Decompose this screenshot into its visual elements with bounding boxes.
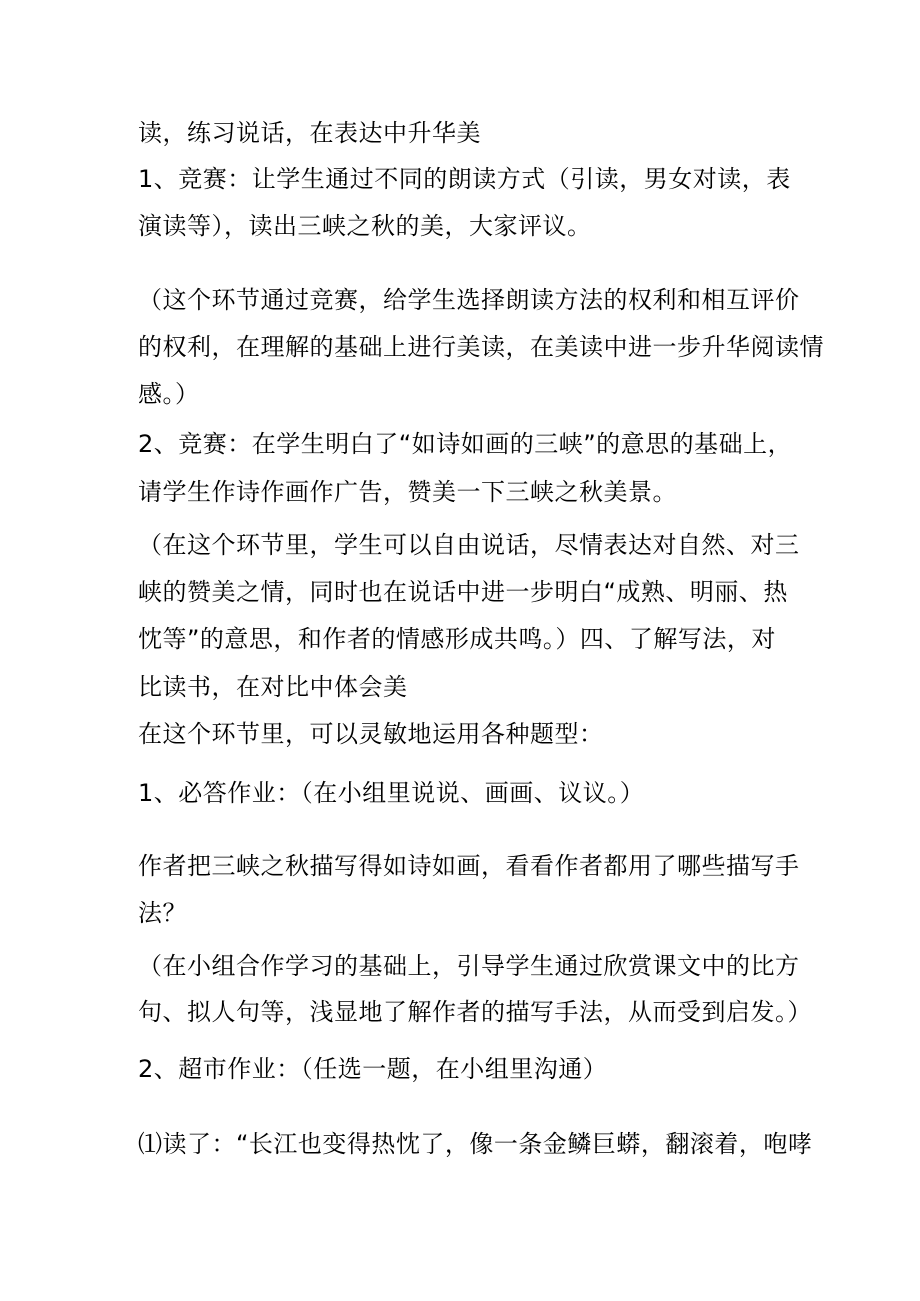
text-line: 1、竞赛：让学生通过不同的朗读方式（引读，男女对读，表 [138,165,791,193]
text-line: 峡的赞美之情，同时也在说话中进一步明白“成熟、明丽、热 [138,578,788,606]
text-line: 法？ [138,899,187,927]
text-line: 感。） [138,380,200,408]
text-line: 的权利，在理解的基础上进行美读，在美读中进一步升华阅读情 [138,333,824,361]
text-line: 2、竞赛：在学生明白了“如诗如画的三峡”的意思的基础上， [138,430,793,458]
text-line: 演读等），读出三峡之秋的美，大家评议。 [138,212,592,240]
text-line: 请学生作诗作画作广告，赞美一下三峡之秋美景。 [138,478,677,506]
text-line: ⑴读了：“长江也变得热忱了，像一条金鳞巨蟒，翻滚着，咆哮 [138,1130,813,1158]
text-line: 忱等”的意思，和作者的情感形成共鸣。）四、了解写法，对 [138,625,776,653]
text-line: （在小组合作学习的基础上，引导学生通过欣赏课文中的比方 [138,952,800,980]
text-line: 2、超市作业：（任选一题，在小组里沟通） [138,1055,608,1083]
text-line: 读，练习说话，在表达中升华美 [138,119,481,147]
text-line: 在这个环节里，可以灵敏地运用各种题型： [138,720,604,748]
text-line: 作者把三峡之秋描写得如诗如画，看看作者都用了哪些描写手 [138,852,800,880]
text-line: 句、拟人句等，浅显地了解作者的描写手法，从而受到启发。） [138,998,812,1026]
text-line: 比读书，在对比中体会美 [138,673,408,701]
text-line: （这个环节通过竞赛，给学生选择朗读方法的权利和相互评价 [138,286,800,314]
text-line: 1、必答作业：（在小组里说说、画画、议议。） [138,779,645,807]
text-line: （在这个环节里，学生可以自由说话，尽情表达对自然、对三 [138,531,800,559]
